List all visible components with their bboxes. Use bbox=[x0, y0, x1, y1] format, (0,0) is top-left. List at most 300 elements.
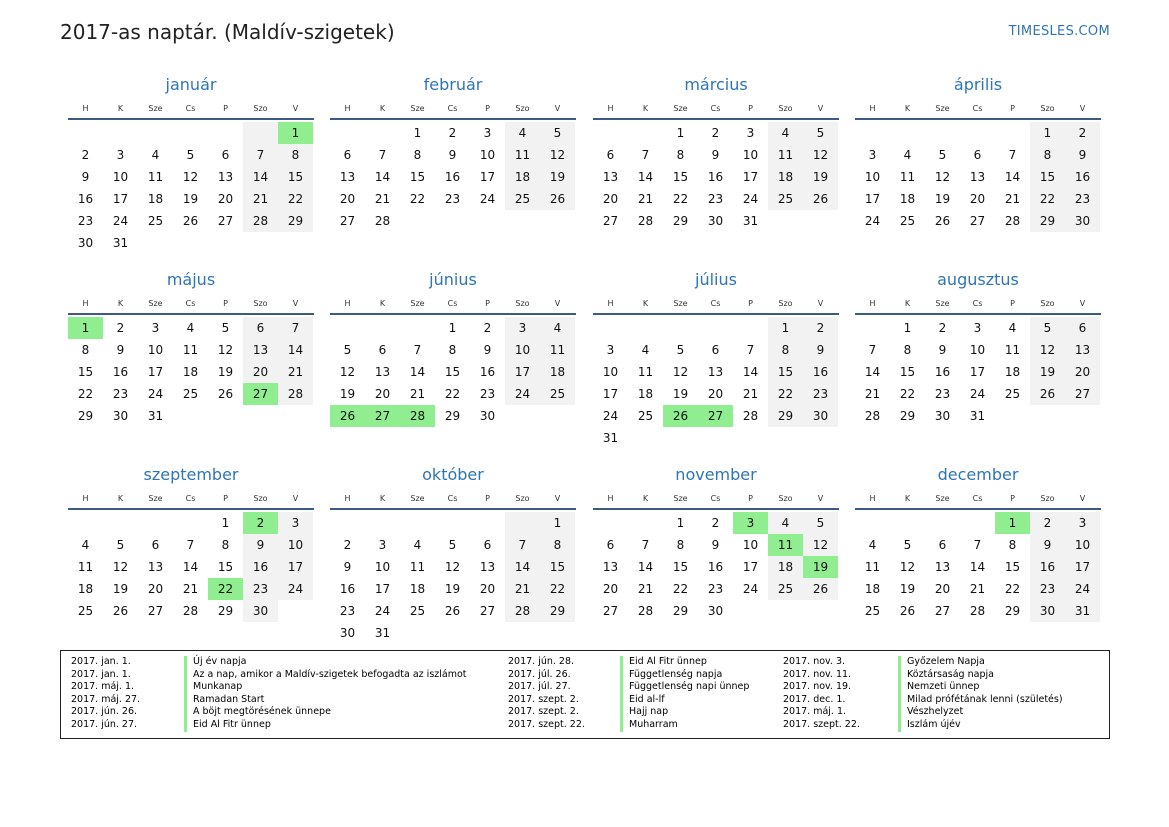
day-cell: 10 bbox=[969, 343, 986, 357]
empty-cell bbox=[330, 512, 365, 534]
day-cell: 16 bbox=[479, 365, 496, 379]
day-cell: 15 bbox=[278, 166, 313, 188]
weekday-label: Sze bbox=[673, 494, 688, 503]
day-cell: 9 bbox=[483, 343, 492, 357]
day-cell: 4 bbox=[641, 343, 650, 357]
day-cell: 22 bbox=[768, 383, 803, 405]
day-cell: 14 bbox=[243, 166, 278, 188]
day-cell: 5 bbox=[938, 148, 947, 162]
day-cell: 5 bbox=[1030, 317, 1065, 339]
empty-cell bbox=[593, 317, 628, 339]
day-cell: 14 bbox=[374, 170, 391, 184]
day-cell: 22 bbox=[899, 387, 916, 401]
day-cell: 17 bbox=[742, 170, 759, 184]
day-cell: 11 bbox=[899, 170, 916, 184]
holiday-day: 27 bbox=[698, 405, 733, 427]
legend-holiday-name: Munkanap bbox=[184, 681, 242, 694]
day-cell: 30 bbox=[707, 604, 724, 618]
day-cell: 2 bbox=[343, 538, 352, 552]
day-cell: 8 bbox=[676, 538, 685, 552]
day-cell: 15 bbox=[540, 556, 575, 578]
day-cell: 7 bbox=[973, 538, 982, 552]
legend-holiday-name: Vészhelyzet bbox=[898, 706, 963, 719]
weekday-label: Szo bbox=[778, 299, 793, 308]
weekday-label: V bbox=[554, 494, 561, 503]
day-cell: 18 bbox=[899, 192, 916, 206]
weekday-label: Cs bbox=[447, 299, 458, 308]
day-cell: 20 bbox=[243, 361, 278, 383]
day-cell: 18 bbox=[409, 582, 426, 596]
day-cell: 21 bbox=[278, 361, 313, 383]
weekday-label: Sze bbox=[935, 299, 950, 308]
day-cell: 21 bbox=[243, 188, 278, 210]
day-cell: 9 bbox=[711, 538, 720, 552]
day-cell: 10 bbox=[742, 538, 759, 552]
day-cell: 18 bbox=[182, 365, 199, 379]
day-cell: 13 bbox=[602, 170, 619, 184]
legend-holiday-name: Új év napja bbox=[184, 656, 246, 669]
day-cell: 29 bbox=[278, 210, 313, 232]
empty-cell bbox=[855, 122, 890, 144]
day-cell: 27 bbox=[602, 604, 619, 618]
day-cell: 2 bbox=[116, 321, 125, 335]
day-cell: 18 bbox=[540, 361, 575, 383]
day-cell: 31 bbox=[374, 626, 391, 640]
day-cell: 28 bbox=[742, 409, 759, 423]
weekday-label: Sze bbox=[673, 299, 688, 308]
day-cell: 21 bbox=[409, 387, 426, 401]
month-title: szeptember bbox=[143, 465, 239, 484]
day-cell: 5 bbox=[803, 512, 838, 534]
day-cell: 1 bbox=[540, 512, 575, 534]
day-cell: 19 bbox=[182, 192, 199, 206]
day-cell: 4 bbox=[505, 122, 540, 144]
day-cell: 18 bbox=[77, 582, 94, 596]
day-cell: 12 bbox=[1030, 339, 1065, 361]
day-cell: 22 bbox=[1004, 582, 1021, 596]
brand-link[interactable]: TIMESLES.COM bbox=[1008, 24, 1110, 39]
day-cell: 7 bbox=[1008, 148, 1017, 162]
weekday-label: V bbox=[292, 104, 299, 113]
day-cell: 3 bbox=[483, 126, 492, 140]
empty-cell bbox=[593, 122, 628, 144]
holiday-legend bbox=[60, 650, 1110, 739]
empty-cell bbox=[628, 512, 663, 534]
legend-date: 2017. jún. 28. bbox=[508, 656, 575, 667]
weekday-label: Cs bbox=[185, 494, 196, 503]
day-cell: 26 bbox=[112, 604, 129, 618]
weekday-label: V bbox=[292, 299, 299, 308]
day-cell: 13 bbox=[339, 170, 356, 184]
days-grid bbox=[855, 317, 1101, 427]
weekday-label: H bbox=[344, 494, 351, 503]
weekday-label: V bbox=[554, 104, 561, 113]
day-cell: 18 bbox=[637, 387, 654, 401]
legend-date: 2017. júl. 27. bbox=[508, 681, 571, 693]
day-cell: 10 bbox=[479, 148, 496, 162]
day-cell: 21 bbox=[742, 387, 759, 401]
day-cell: 23 bbox=[934, 387, 951, 401]
day-cell: 24 bbox=[112, 214, 129, 228]
weekday-label: P bbox=[223, 494, 228, 503]
day-cell: 14 bbox=[637, 560, 654, 574]
day-cell: 1 bbox=[221, 516, 230, 530]
weekday-header bbox=[593, 492, 839, 510]
empty-cell bbox=[925, 512, 960, 534]
day-cell: 26 bbox=[444, 604, 461, 618]
day-cell: 28 bbox=[505, 600, 540, 622]
legend-holiday-name: Az a nap, amikor a Maldív-szigetek befogadta az iszlámot bbox=[184, 669, 467, 682]
empty-cell bbox=[435, 512, 470, 534]
day-cell: 16 bbox=[1065, 166, 1100, 188]
empty-cell bbox=[663, 317, 698, 339]
day-cell: 12 bbox=[112, 560, 129, 574]
empty-cell bbox=[365, 512, 400, 534]
day-cell: 13 bbox=[147, 560, 164, 574]
day-cell: 20 bbox=[707, 387, 724, 401]
weekday-label: P bbox=[485, 494, 490, 503]
empty-cell bbox=[365, 122, 400, 144]
weekday-label: Cs bbox=[185, 104, 196, 113]
day-cell: 24 bbox=[479, 192, 496, 206]
weekday-label: Cs bbox=[710, 104, 721, 113]
weekday-label: P bbox=[223, 104, 228, 113]
month-május bbox=[68, 270, 314, 427]
weekday-header bbox=[593, 102, 839, 120]
day-cell: 1 bbox=[903, 321, 912, 335]
weekday-label: H bbox=[82, 494, 89, 503]
day-cell: 4 bbox=[81, 538, 90, 552]
day-cell: 16 bbox=[243, 556, 278, 578]
empty-cell bbox=[890, 512, 925, 534]
legend-date: 2017. szept. 2. bbox=[508, 706, 579, 718]
day-cell: 7 bbox=[278, 317, 313, 339]
day-cell: 3 bbox=[746, 126, 755, 140]
weekday-label: Szo bbox=[515, 494, 530, 503]
legend-date: 2017. júl. 26. bbox=[508, 668, 571, 680]
day-cell: 5 bbox=[448, 538, 457, 552]
legend-holiday-name: Muharram bbox=[620, 719, 678, 732]
day-cell: 16 bbox=[77, 192, 94, 206]
day-cell: 31 bbox=[602, 431, 619, 445]
day-cell: 10 bbox=[112, 170, 129, 184]
month-október bbox=[330, 465, 576, 644]
day-cell: 23 bbox=[707, 582, 724, 596]
day-cell: 31 bbox=[112, 236, 129, 250]
day-cell: 3 bbox=[868, 148, 877, 162]
legend-holiday-name: Eid Al Fitr ünnep bbox=[184, 719, 271, 732]
day-cell: 11 bbox=[540, 339, 575, 361]
day-cell: 14 bbox=[409, 365, 426, 379]
day-cell: 13 bbox=[1065, 339, 1100, 361]
weekday-label: H bbox=[869, 299, 876, 308]
day-cell: 26 bbox=[934, 214, 951, 228]
weekday-label: Szo bbox=[1040, 104, 1055, 113]
weekday-label: Szo bbox=[515, 104, 530, 113]
day-cell: 18 bbox=[1004, 365, 1021, 379]
holiday-day: 11 bbox=[768, 534, 803, 556]
month-július bbox=[593, 270, 839, 449]
day-cell: 10 bbox=[742, 148, 759, 162]
weekday-label: H bbox=[82, 104, 89, 113]
weekday-header bbox=[593, 297, 839, 315]
empty-cell bbox=[103, 512, 138, 534]
day-cell: 7 bbox=[868, 343, 877, 357]
day-cell: 8 bbox=[448, 343, 457, 357]
legend-holiday-name: Függetlenség napi ünnep bbox=[620, 681, 749, 694]
day-cell: 24 bbox=[864, 214, 881, 228]
day-cell: 4 bbox=[768, 512, 803, 534]
weekday-label: Szo bbox=[778, 494, 793, 503]
day-cell: 21 bbox=[1004, 192, 1021, 206]
legend-date: 2017. jún. 26. bbox=[71, 706, 138, 718]
day-cell: 6 bbox=[378, 343, 387, 357]
day-cell: 11 bbox=[182, 343, 199, 357]
weekday-label: V bbox=[292, 494, 299, 503]
day-cell: 16 bbox=[1030, 556, 1065, 578]
legend-date: 2017. jún. 27. bbox=[71, 718, 138, 730]
day-cell: 21 bbox=[969, 582, 986, 596]
day-cell: 1 bbox=[1030, 122, 1065, 144]
day-cell: 31 bbox=[969, 409, 986, 423]
day-cell: 11 bbox=[409, 560, 426, 574]
empty-cell bbox=[138, 512, 173, 534]
weekday-label: Cs bbox=[710, 299, 721, 308]
day-cell: 25 bbox=[637, 409, 654, 423]
weekday-header bbox=[855, 297, 1101, 315]
day-cell: 24 bbox=[374, 604, 391, 618]
days-grid bbox=[593, 512, 839, 622]
empty-cell bbox=[470, 512, 505, 534]
day-cell: 11 bbox=[1004, 343, 1021, 357]
month-title: július bbox=[695, 270, 737, 289]
empty-cell bbox=[173, 512, 208, 534]
day-cell: 11 bbox=[77, 560, 94, 574]
day-cell: 17 bbox=[742, 560, 759, 574]
weekday-label: H bbox=[869, 104, 876, 113]
day-cell: 25 bbox=[182, 387, 199, 401]
weekday-label: P bbox=[748, 494, 753, 503]
day-cell: 26 bbox=[1030, 383, 1065, 405]
days-grid bbox=[593, 122, 839, 232]
day-cell: 2 bbox=[711, 126, 720, 140]
day-cell: 27 bbox=[602, 214, 619, 228]
weekday-label: K bbox=[379, 494, 386, 503]
day-cell: 29 bbox=[217, 604, 234, 618]
weekday-label: Szo bbox=[778, 104, 793, 113]
weekday-label: V bbox=[554, 299, 561, 308]
day-cell: 4 bbox=[540, 317, 575, 339]
weekday-label: Cs bbox=[185, 299, 196, 308]
day-cell: 3 bbox=[505, 317, 540, 339]
day-cell: 29 bbox=[1004, 604, 1021, 618]
day-cell: 27 bbox=[479, 604, 496, 618]
weekday-label: P bbox=[485, 299, 490, 308]
legend-date: 2017. nov. 19. bbox=[783, 681, 852, 693]
day-cell: 5 bbox=[343, 343, 352, 357]
day-cell: 7 bbox=[505, 534, 540, 556]
day-cell: 8 bbox=[540, 534, 575, 556]
day-cell: 31 bbox=[742, 214, 759, 228]
legend-holiday-name: Ramadan Start bbox=[184, 694, 264, 707]
day-cell: 19 bbox=[112, 582, 129, 596]
day-cell: 16 bbox=[444, 170, 461, 184]
weekday-label: K bbox=[117, 104, 124, 113]
day-cell: 5 bbox=[221, 321, 230, 335]
holiday-day: 27 bbox=[365, 405, 400, 427]
empty-cell bbox=[855, 317, 890, 339]
day-cell: 21 bbox=[182, 582, 199, 596]
legend-holiday-name: Köztársaság napja bbox=[898, 669, 994, 682]
empty-cell bbox=[103, 122, 138, 144]
day-cell: 11 bbox=[637, 365, 654, 379]
day-cell: 6 bbox=[151, 538, 160, 552]
weekday-header bbox=[330, 102, 576, 120]
day-cell: 30 bbox=[339, 626, 356, 640]
day-cell: 17 bbox=[479, 170, 496, 184]
weekday-label: Cs bbox=[972, 104, 983, 113]
empty-cell bbox=[365, 317, 400, 339]
legend-holiday-name: Milad prófétának lenni (születés) bbox=[898, 694, 1063, 707]
empty-cell bbox=[173, 122, 208, 144]
day-cell: 7 bbox=[413, 343, 422, 357]
day-cell: 25 bbox=[77, 604, 94, 618]
days-grid bbox=[330, 317, 576, 427]
day-cell: 20 bbox=[217, 192, 234, 206]
weekday-label: V bbox=[817, 104, 824, 113]
day-cell: 4 bbox=[151, 148, 160, 162]
empty-cell bbox=[628, 122, 663, 144]
empty-cell bbox=[330, 122, 365, 144]
month-április bbox=[855, 75, 1101, 232]
day-cell: 28 bbox=[864, 409, 881, 423]
day-cell: 3 bbox=[116, 148, 125, 162]
day-cell: 6 bbox=[606, 538, 615, 552]
day-cell: 4 bbox=[903, 148, 912, 162]
weekday-label: Cs bbox=[972, 299, 983, 308]
day-cell: 23 bbox=[1030, 578, 1065, 600]
day-cell: 9 bbox=[448, 148, 457, 162]
day-cell: 2 bbox=[483, 321, 492, 335]
day-cell: 19 bbox=[803, 166, 838, 188]
day-cell: 9 bbox=[803, 339, 838, 361]
day-cell: 27 bbox=[217, 214, 234, 228]
day-cell: 20 bbox=[1065, 361, 1100, 383]
day-cell: 23 bbox=[707, 192, 724, 206]
empty-cell bbox=[400, 317, 435, 339]
day-cell: 19 bbox=[217, 365, 234, 379]
day-cell: 21 bbox=[505, 578, 540, 600]
day-cell: 25 bbox=[1004, 387, 1021, 401]
legend-date: 2017. máj. 27. bbox=[71, 693, 141, 705]
day-cell: 6 bbox=[606, 148, 615, 162]
weekday-label: H bbox=[607, 104, 614, 113]
day-cell: 15 bbox=[672, 170, 689, 184]
day-cell: 25 bbox=[409, 604, 426, 618]
legend-date: 2017. szept. 22. bbox=[783, 718, 860, 730]
weekday-label: P bbox=[1010, 494, 1015, 503]
day-cell: 1 bbox=[448, 321, 457, 335]
day-cell: 10 bbox=[505, 339, 540, 361]
day-cell: 10 bbox=[374, 560, 391, 574]
day-cell: 5 bbox=[676, 343, 685, 357]
day-cell: 13 bbox=[374, 365, 391, 379]
holiday-day: 1 bbox=[68, 317, 103, 339]
day-cell: 2 bbox=[81, 148, 90, 162]
legend-holiday-name: Győzelem Napja bbox=[898, 656, 985, 669]
day-cell: 30 bbox=[77, 236, 94, 250]
day-cell: 8 bbox=[413, 148, 422, 162]
day-cell: 16 bbox=[707, 560, 724, 574]
day-cell: 16 bbox=[803, 361, 838, 383]
day-cell: 12 bbox=[672, 365, 689, 379]
day-cell: 22 bbox=[672, 582, 689, 596]
day-cell: 23 bbox=[77, 214, 94, 228]
day-cell: 27 bbox=[147, 604, 164, 618]
day-cell: 12 bbox=[182, 170, 199, 184]
weekday-label: Szo bbox=[253, 299, 268, 308]
day-cell: 3 bbox=[151, 321, 160, 335]
day-cell: 1 bbox=[413, 126, 422, 140]
weekday-label: Cs bbox=[710, 494, 721, 503]
day-cell: 3 bbox=[1065, 512, 1100, 534]
day-cell: 18 bbox=[147, 192, 164, 206]
holiday-day: 1 bbox=[995, 512, 1030, 534]
day-cell: 27 bbox=[969, 214, 986, 228]
day-cell: 8 bbox=[676, 148, 685, 162]
day-cell: 19 bbox=[444, 582, 461, 596]
weekday-label: P bbox=[485, 104, 490, 113]
day-cell: 4 bbox=[868, 538, 877, 552]
empty-cell bbox=[505, 512, 540, 534]
legend-date: 2017. nov. 3. bbox=[783, 656, 846, 667]
day-cell: 28 bbox=[278, 383, 313, 405]
days-grid bbox=[855, 512, 1101, 622]
day-cell: 29 bbox=[768, 405, 803, 427]
holiday-day: 26 bbox=[330, 405, 365, 427]
day-cell: 8 bbox=[1030, 144, 1065, 166]
day-cell: 1 bbox=[676, 126, 685, 140]
day-cell: 6 bbox=[711, 343, 720, 357]
day-cell: 23 bbox=[479, 387, 496, 401]
day-cell: 14 bbox=[637, 170, 654, 184]
weekday-label: Sze bbox=[148, 104, 163, 113]
day-cell: 10 bbox=[147, 343, 164, 357]
weekday-label: Szo bbox=[1040, 494, 1055, 503]
day-cell: 11 bbox=[505, 144, 540, 166]
weekday-label: K bbox=[379, 299, 386, 308]
day-cell: 12 bbox=[339, 365, 356, 379]
day-cell: 2 bbox=[1030, 512, 1065, 534]
day-cell: 14 bbox=[1004, 170, 1021, 184]
month-title: április bbox=[953, 75, 1003, 94]
day-cell: 22 bbox=[409, 192, 426, 206]
day-cell: 27 bbox=[934, 604, 951, 618]
empty-cell bbox=[138, 122, 173, 144]
day-cell: 14 bbox=[864, 365, 881, 379]
day-cell: 22 bbox=[540, 578, 575, 600]
days-grid bbox=[330, 122, 576, 232]
empty-cell bbox=[68, 512, 103, 534]
day-cell: 20 bbox=[147, 582, 164, 596]
holiday-day: 1 bbox=[278, 122, 313, 144]
day-cell: 10 bbox=[602, 365, 619, 379]
empty-cell bbox=[208, 122, 243, 144]
day-cell: 24 bbox=[1065, 578, 1100, 600]
month-június bbox=[330, 270, 576, 427]
day-cell: 25 bbox=[768, 188, 803, 210]
day-cell: 2 bbox=[938, 321, 947, 335]
